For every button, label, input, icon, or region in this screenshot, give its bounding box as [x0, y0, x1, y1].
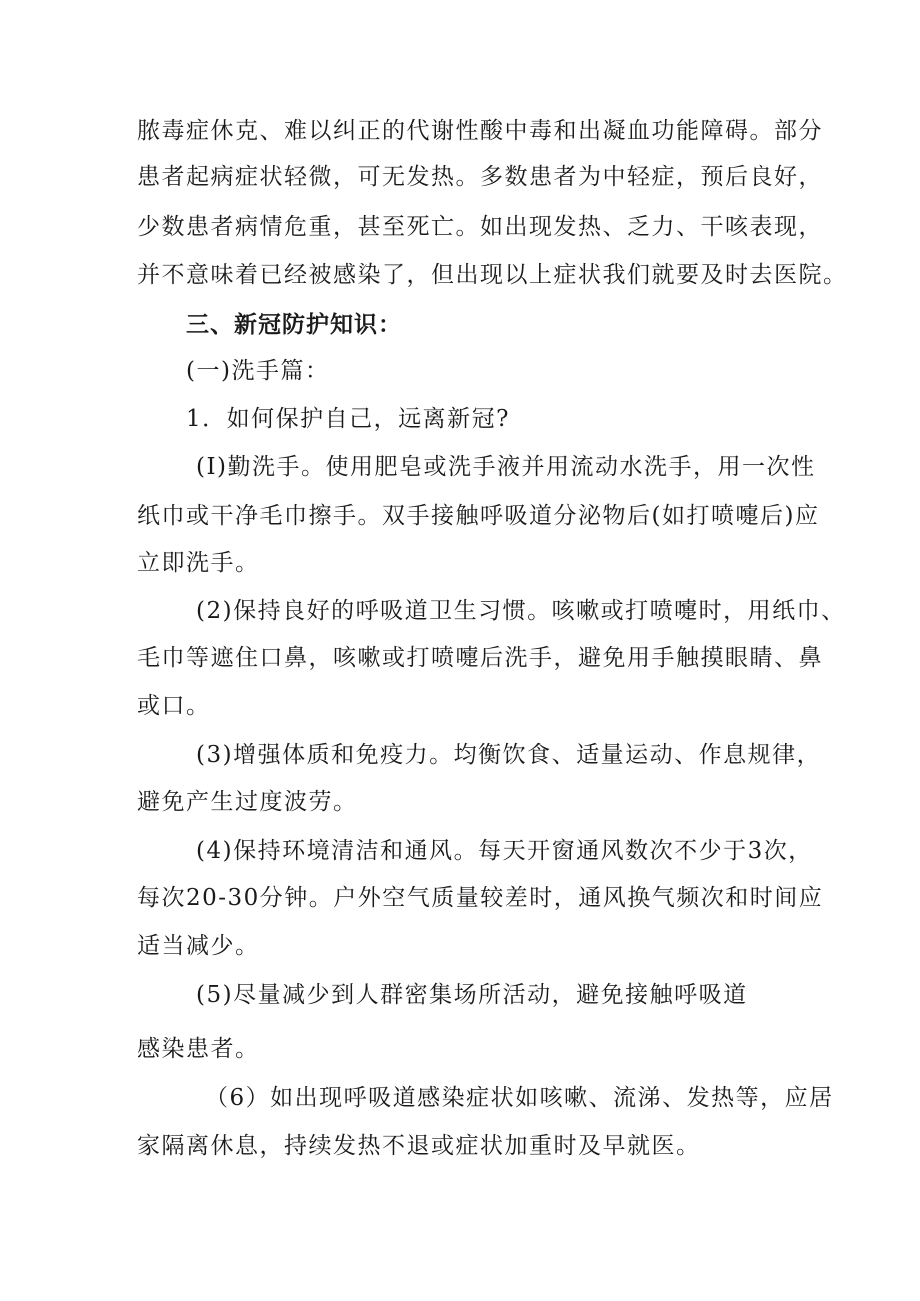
- text-line: 患者起病症状轻微，可无发热。多数患者为中轻症，预后良好，: [137, 164, 823, 190]
- question-heading: 1．如何保护自己，远离新冠?: [186, 406, 510, 432]
- text-line: (5)尽量减少到人群密集场所活动，避免接触呼吸道: [196, 982, 748, 1008]
- text-line: (I)勤洗手。使用肥皂或洗手液并用流动水洗手，用一次性: [196, 454, 816, 480]
- text-line: 感染患者。: [137, 1036, 260, 1062]
- subsection-heading: (一)洗手篇：: [186, 358, 330, 384]
- text-line: 每次20-30分钟。户外空气质量较差时，通风换气频次和时间应: [137, 885, 824, 911]
- text-line: (4)保持环境清洁和通风。每天开窗通风数次不少于3次，: [196, 838, 813, 864]
- text-line: (3)增强体质和免疫力。均衡饮食、适量运动、作息规律，: [196, 742, 822, 768]
- text-line: 家隔离休息，持续发热不退或症状加重时及早就医。: [137, 1133, 701, 1159]
- text-line: 避免产生过度波劳。: [137, 789, 358, 815]
- text-line: 纸巾或干净毛巾擦手。双手接触呼吸道分泌物后(如打喷嚏后)应: [137, 503, 820, 529]
- text-line: 毛巾等遮住口鼻，咳嗽或打喷嚏后洗手，避免用手触摸眼睛、鼻: [137, 645, 823, 671]
- text-line: (2)保持良好的呼吸道卫生习惯。咳嗽或打喷嚏时，用纸巾、: [196, 598, 846, 624]
- text-line: 脓毒症休克、难以纠正的代谢性酸中毒和出凝血功能障碍。部分: [137, 118, 823, 144]
- text-line: （6）如出现呼吸道感染症状如咳嗽、流涕、发热等，应居: [205, 1085, 834, 1111]
- section-heading: 三、新冠防护知识：: [186, 312, 402, 338]
- text-line: 少数患者病情危重，甚至死亡。如出现发热、乏力、干咳表现，: [137, 214, 823, 240]
- text-line: 适当减少。: [137, 933, 260, 959]
- text-line: 或口。: [137, 693, 211, 719]
- text-line: 并不意味着已经被感染了，但出现以上症状我们就要及时去医院。: [137, 262, 848, 288]
- text-line: 立即洗手。: [137, 550, 260, 576]
